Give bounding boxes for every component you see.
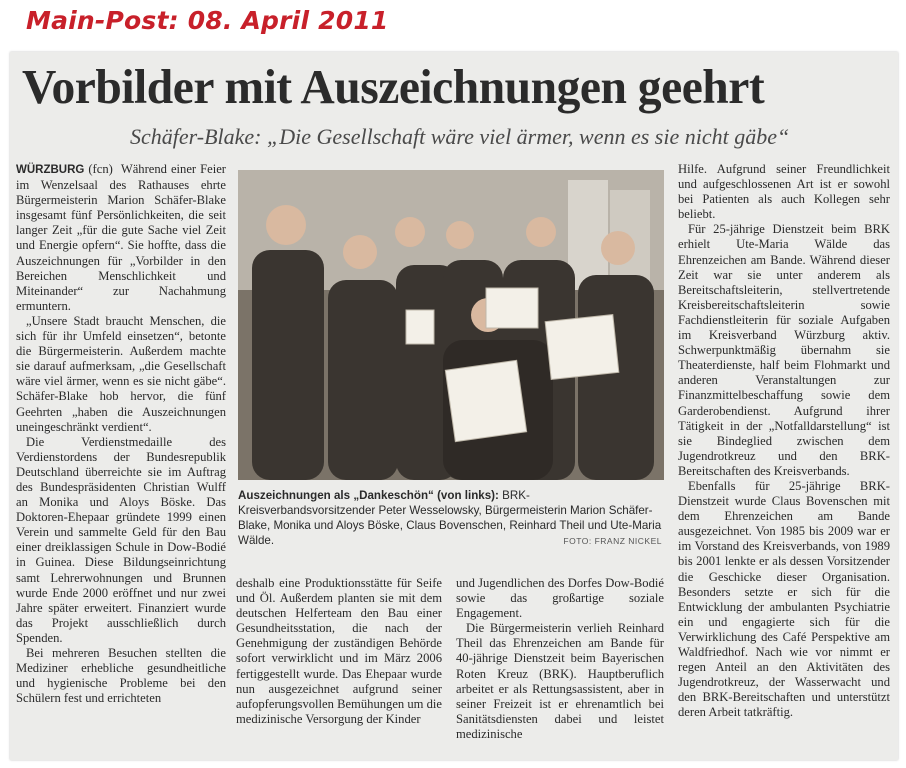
award-group-photo	[238, 170, 664, 480]
article-paragraph: Hilfe. Aufgrund seiner Freundlichkeit und aufgeschlossenen Art ist er sowohl bei Patienten als auch Kollegen sehr beliebt.	[678, 162, 890, 222]
caption-text: BRK-Kreisverbandsvorsitzender Peter Wesselowsky, Bürgermeisterin Marion Schäfer-Blake, Monika und Aloys Böske, Claus Bovenschen, Reinhard Theil und Ute-Maria Wälde.	[238, 489, 662, 547]
article-column-1	[16, 162, 226, 706]
article-paragraph: Ebenfalls für 25-jährige BRK-Dienstzeit wurde Claus Bovenschen mit dem Ehrenzeichen am Bande ausgezeichnet. Von 1985 bis 2009 war er im Vorstand des Kreisverbands, von 1989 bis 2001 lenkte er als dessen Vorsitzender die Geschicke dieser Organisation. Besonders setzte er sich für die Entwicklung der ambulanten Psychiatrie ein und engagierte sich für die Verwirklichung des Café Perspektive am Waldfriedhof. Nach wie vor nimmt er regen Anteil an den Aktivitäten des Jugendrotkreuz, der Wasserwacht und den BRK-Bereitschaften und unterstützt deren Arbeit tatkräftig.	[678, 478, 890, 720]
headline: Vorbilder mit Auszeichnungen geehrt	[22, 59, 765, 114]
article-paragraph	[16, 162, 226, 314]
article-paragraph: Für 25-jährige Dienstzeit beim BRK erhielt Ute-Maria Wälde das Ehrenzeichen am Bande. Während dieser Zeit war sie unter anderem als Bereitschaftsleiterin, stellvertretende Kreisbereitschaftsleiterin sowie Fachdienstleiterin für soziale Aufgaben im Kreisverband Würzburg aktiv. Schwerpunktmäßig übernahm sie Theaterdienste, half beim Flohmarkt und anderen Veranstaltungen zur Finanzmittelbeschaffung sowie dem Garderobendienst. Aufgrund ihrer Tätigkeit in der „Notfalldarstellung“ ist sie Bindeglied zwischen dem Jugendrotkreuz und den BRK-Bereitschaften des Kreisverbands.	[678, 222, 890, 478]
article-paragraph: deshalb eine Produktionsstätte für Seife und Öl. Außerdem planten sie mit dem deutschen Helferteam den Bau einer Gesundheitsstation, die nach der Genehmigung der zuständigen Behörde sofort verwirklicht und im März 2006 fertiggestellt wurde. Das Ehepaar wurde nun ausgezeichnet aufgrund seiner aufopferungsvollen Bemühungen um die medizinische Versorgung der Kinder	[236, 576, 443, 726]
paragraph-text: Während einer Feier im Wenzelsaal des Rathauses ehrte Bürgermeisterin Marion Schäfer-Blake insgesamt fünf Persönlichkeiten, die seit langer Zeit „für die gute Sache viel Zeit und Energie opfern“. Sie hoffte, dass die Auszeichnungen für „Vorbilder in den Bereichen Menschlichkeit und Miteinander“ zur Nachahmung ermuntern.	[16, 162, 226, 313]
caption-lead: Auszeichnungen als „Dankeschön“ (von links):	[238, 489, 499, 502]
article-column-3	[456, 576, 664, 742]
article-paragraph: und Jugendlichen des Dorfes Dow-Bodié sowie das großartige soziale Engagement.	[456, 576, 664, 621]
source-label: Main-Post: 08. April 2011	[26, 6, 389, 35]
newspaper-clipping	[10, 52, 898, 760]
dateline-author: (fcn)	[84, 162, 113, 176]
article-paragraph: Die Verdienstmedaille des Verdienstordens der Bundesrepublik Deutschland überreichte sie im Auftrag des Bundespräsidenten Christian Wulff an Monika und Aloys Böske. Das Doktoren-Ehepaar gründete 1999 einen Verein und sammelte Geld für den Bau einer dreiklassigen Schule in Dow-Bodié in Guinea. Diese Bildungseinrichtung samt Lehrerwohnungen und Brunnen wurde Ende 2000 eröffnet und nur zwei Jahre später erweitert. Finanziert wurde das Projekt ausschließlich durch Spenden.	[16, 434, 226, 645]
article-paragraph: „Unsere Stadt braucht Menschen, die sich für ihr Umfeld einsetzen“, betonte die Bürgermeisterin. Außerdem machte sie darauf aufmerksam, „die Gesellschaft wäre viel ärmer, wenn es sie nicht gäbe“. Schäfer-Blake hob hervor, die fünf Geehrten „haben die Auszeichnungen uneingeschränkt verdient“.	[16, 313, 226, 434]
article-column-2	[236, 576, 442, 727]
photo-illustration	[238, 170, 664, 480]
dateline: WÜRZBURG	[16, 164, 85, 176]
article-paragraph: Die Bürgermeisterin verlieh Reinhard Theil das Ehrenzeichen am Bande für 40-jährige Dienstzeit beim Bayerischen Roten Kreuz (BRK). Hauptberuflich arbeitet er als Rettungsassistent, aber in seiner Freizeit ist er ehrenamtlich bei Sanitätsdiensten dabei und leistet medizinische	[456, 621, 664, 741]
article-column-4	[678, 162, 890, 720]
subheadline: Schäfer-Blake: „Die Gesellschaft wäre viel ärmer, wenn es sie nicht gäbe“	[130, 124, 790, 149]
article-paragraph: Bei mehreren Besuchen stellten die Mediziner erhebliche gesundheitliche und hygienische Probleme bei den Schülern fest und errichteten	[16, 646, 226, 706]
photo-credit: FOTO: FRANZ NICKEL	[563, 536, 662, 546]
